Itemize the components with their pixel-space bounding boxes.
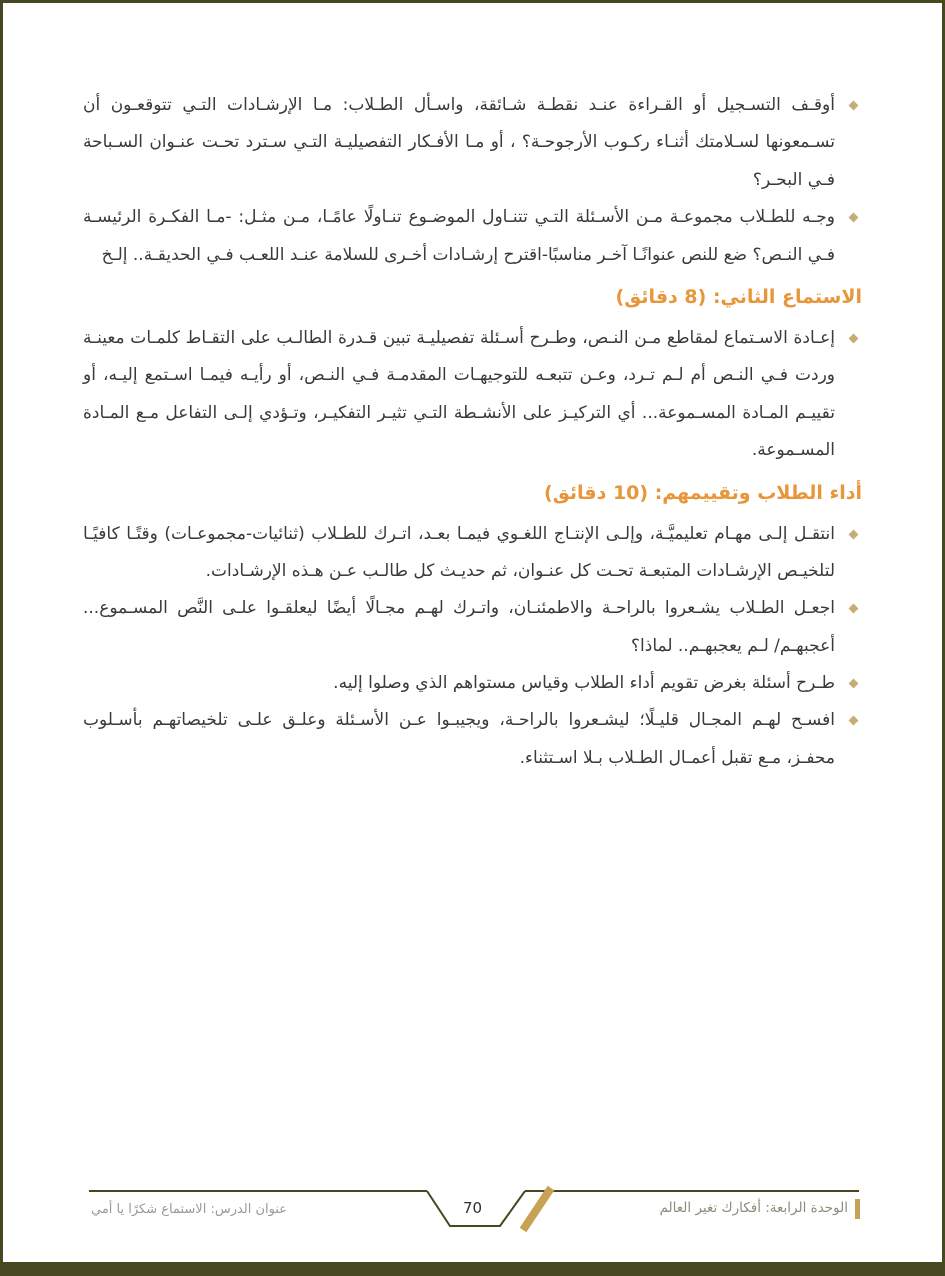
section-heading-student-assessment: أداء الطلاب وتقييمهم: (10 دقائق): [544, 481, 862, 504]
list-item: [83, 516, 862, 591]
list-item: [83, 665, 862, 702]
diamond-bullet-icon: [849, 679, 859, 689]
diamond-bullet-icon: [849, 604, 859, 614]
diamond-bullet-icon: [849, 716, 859, 726]
bullet-text: انتقـل إلـى مهـام تعليميَّـة، وإلـى الإنتـاج اللغـوي فيمـا بعـد، اتـرك للطـلاب (ثنائيات-مجموعـات) وقتًـا كافيًـا لتلخيـص الإرشـادات المتبعـة تحـت كل عنـوان، ثم حديـث كل طالـب عـن هـذه الإرشـادات.: [83, 523, 835, 581]
gold-slant-icon: [523, 1188, 551, 1230]
bullet-text: اجعـل الطـلاب يشـعروا بالراحـة والاطمئنـان، واتـرك لهـم مجـالًا أيضًا ليعلقـوا علـى النَّص المسـموع... أعجبهـم/ لـم يعجبهـم.. لماذا؟: [83, 598, 835, 656]
bullet-text: افسـح لهـم المجـال قليـلًا؛ ليشـعروا بالراحـة، ويجيبـوا عـن الأسـئلة وعلـق علـى تلخيصاتهـم بأسـلوب محفـز، مـع تقبل أعمـال الطـلاب بـلا اسـتثناء.: [83, 710, 835, 768]
bullet-text: أوقـف التسـجيل أو القـراءة عنـد نقطـة شـائقة، واسـأل الطـلاب: مـا الإرشـادات التـي تتوقعـون أن تسـمعونها لسـلامتك أثنـاء ركـوب الأرجوحـة؟ ، أو مـا الأفـكار التفصيليـة التـي سـترد تحـت عنـوان السـباحة فـي البحـر؟: [83, 95, 835, 190]
section-heading-second-listening: الاستماع الثاني: (8 دقائق): [615, 285, 862, 308]
footer-lesson-title: عنوان الدرس: الاستماع شكرًا يا أمي: [91, 1202, 288, 1217]
list-item: [83, 87, 862, 199]
list-item: [83, 199, 862, 274]
list-item: [83, 702, 862, 777]
list-item: [83, 590, 862, 665]
bullet-text: طـرح أسئلة بغرض تقويم أداء الطلاب وقياس مستواهم الذي وصلوا إليه.: [333, 673, 835, 694]
bullet-list-second-listening: [83, 320, 862, 470]
diamond-bullet-icon: [849, 101, 859, 111]
page-number: 70: [462, 1199, 483, 1217]
bullet-text: وجـه للطـلاب مجموعـة مـن الأسـئلة التـي تتنـاول الموضـوع تنـاولًا عامًـا، مـن مثـل: -مـا الفكـرة الرئيسـة فـي النـص؟ ضع للنص عنوانًـا آخـر مناسبًا-اقترح إرشـادات أخـرى للسلامة عنـد اللعـب فـي الحديقـة.. إلـخ: [83, 207, 835, 265]
diamond-bullet-icon: [849, 529, 859, 539]
unit-accent-bar-icon: [855, 1199, 860, 1219]
footer-unit-title: الوحدة الرابعة: أفكارك تغير العالم: [659, 1200, 848, 1216]
lesson-content: [3, 3, 942, 777]
page-footer: [3, 1184, 942, 1242]
bullet-text: إعـادة الاسـتماع لمقاطع مـن النـص، وطـرح أسـئلة تفصيليـة تبين قـدرة الطالـب على التقـاط كلمـات معينـة وردت فـي النـص أم لـم تـرد، وعـن تتبعـه للتوجيهـات المقدمـة فـي النـص، أو رأيـه فيمـا اسـتمع إليـه، أو تقييـم المـادة المسـموعة... أي التركيـز على الأنشـطة التـي تثيـر التفكيـر، وتـؤدي إلـى التفاعل مـع المـادة المسـموعة.: [83, 327, 835, 461]
bullet-list-assessment: [83, 516, 862, 778]
diamond-bullet-icon: [849, 334, 859, 344]
diamond-bullet-icon: [849, 213, 859, 223]
list-item: [83, 320, 862, 470]
bullet-list-intro: [83, 87, 862, 274]
